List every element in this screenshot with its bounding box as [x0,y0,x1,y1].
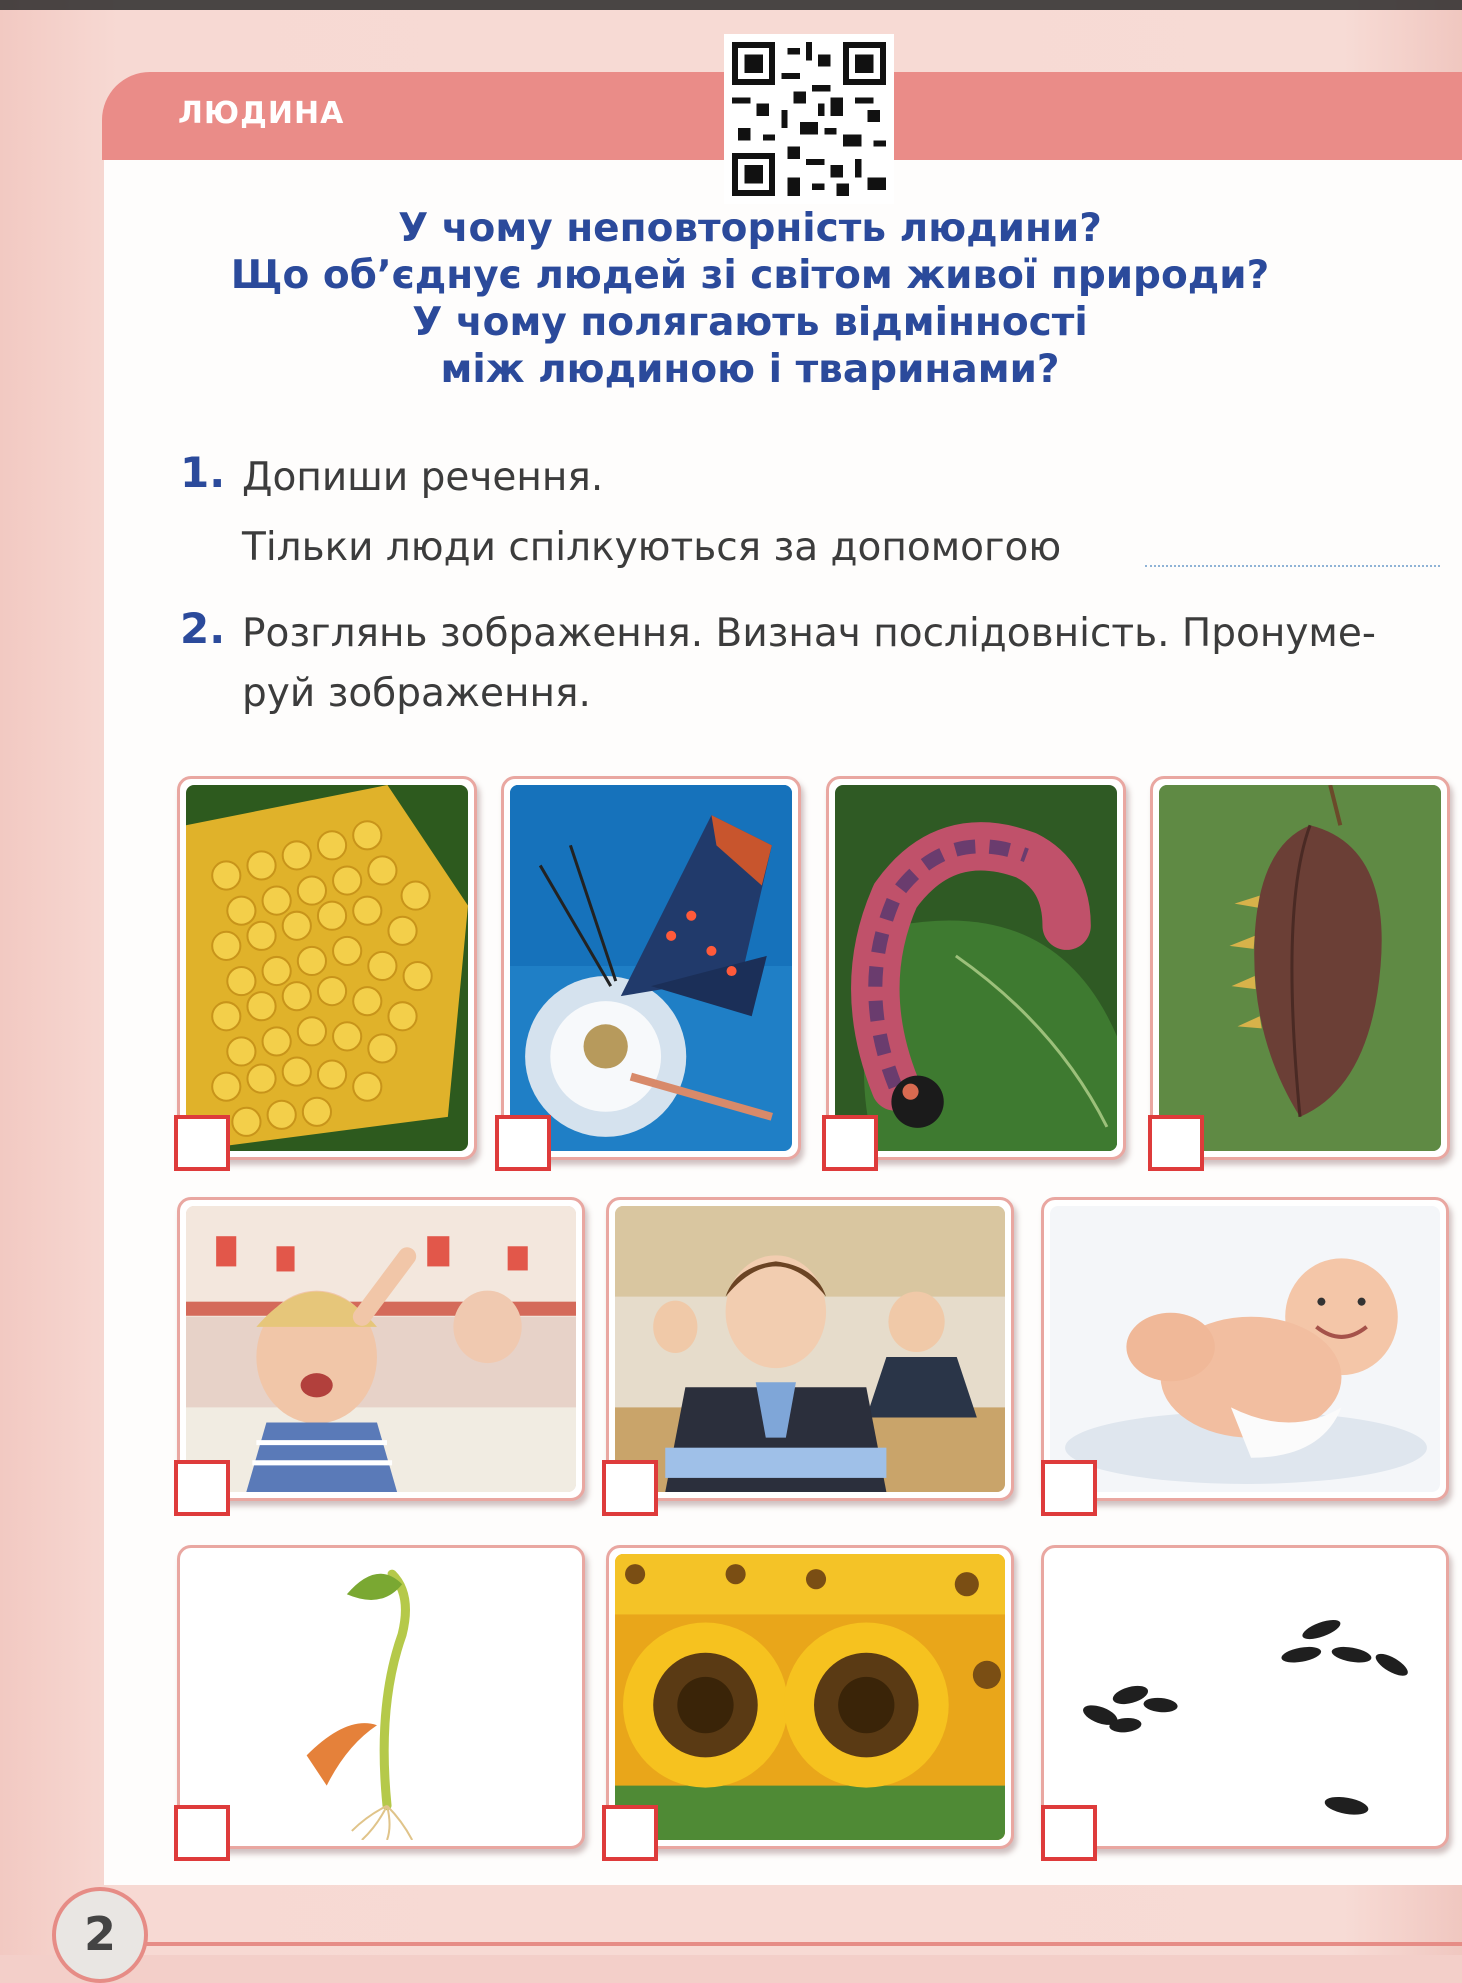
image-baby [1041,1197,1449,1501]
number-checkbox[interactable] [174,1115,230,1171]
image-butterfly-eggs [177,776,477,1160]
number-checkbox[interactable] [602,1460,658,1516]
image-schoolboy-at-desk [606,1197,1014,1501]
image-chrysalis [1150,776,1450,1160]
number-checkbox[interactable] [1041,1460,1097,1516]
task-instruction: Розглянь зображення. Визнач послідовність. Пронуме- [242,611,1376,656]
image-toddler-at-table [177,1197,585,1501]
question-line: У чому неповторність людини? [398,206,1102,251]
qr-code-icon [724,34,894,204]
number-checkbox[interactable] [174,1460,230,1516]
number-checkbox[interactable] [1041,1805,1097,1861]
number-checkbox[interactable] [602,1805,658,1861]
task-number: 1. [180,448,226,497]
task-number: 2. [180,604,226,653]
question-line: Що об’єднує людей зі світом живої природи? [230,253,1270,298]
task-instruction: руй зображення. [242,671,591,716]
question-line: між людиною і тваринами? [440,347,1060,392]
image-sunflower-seeds [1041,1545,1449,1849]
number-checkbox[interactable] [174,1805,230,1861]
number-checkbox[interactable] [495,1115,551,1171]
image-butterfly-on-dandelion [501,776,801,1160]
number-checkbox[interactable] [1148,1115,1204,1171]
footer-rule [138,1942,1462,1946]
task-sentence: Тільки люди спілкуються за допомогою [242,525,1062,570]
answer-blank[interactable] [1145,565,1440,567]
image-sunflowers [606,1545,1014,1849]
image-caterpillar [826,776,1126,1160]
guiding-questions [140,205,1360,393]
section-title: ЛЮДИНА [178,96,345,131]
page-number: 2 [52,1887,148,1983]
image-sprouting-seed [177,1545,585,1849]
question-line: У чому полягають відмінності [412,300,1088,345]
number-checkbox[interactable] [822,1115,878,1171]
scan-edge [0,0,1462,10]
task-instruction: Допиши речення. [242,455,604,500]
